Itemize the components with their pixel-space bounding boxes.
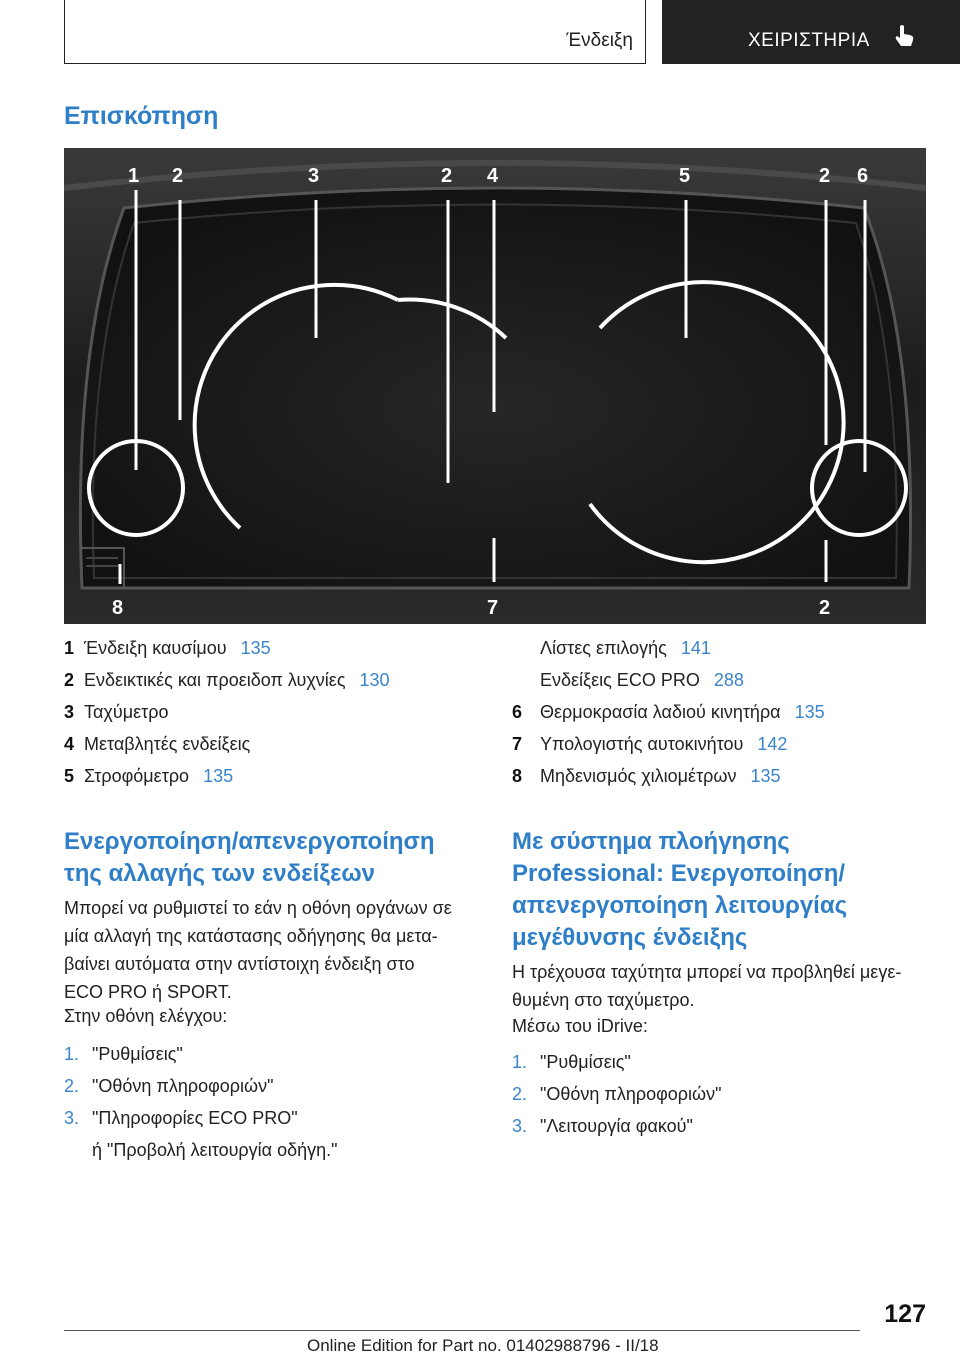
legend-item: 2 Ενδεικτικές και προειδοπ λυχνίες 130 — [64, 670, 390, 690]
legend-item — [512, 632, 932, 664]
header-section-tab — [64, 0, 646, 64]
instrument-cluster-figure — [64, 148, 926, 624]
section-heading-display-switch: Ενεργοποίηση/απενεργοποίηση της αλλαγής των ενδείξεων — [64, 828, 435, 887]
legend-item — [512, 664, 932, 696]
callout-5: 5 — [679, 165, 691, 187]
legend-item: 7 Υπολογιστής αυτοκινήτου 142 — [512, 734, 788, 754]
page-ref-link[interactable]: 135 — [794, 702, 825, 722]
footer-divider — [64, 1330, 860, 1331]
section-body: Μπορεί να ρυθμιστεί το εάν η οθόνη οργάνων σε μία αλλαγή της κατάστασης οδήγησης θα μετα- βαίνει αυτόματα στην αντίστοιχη ένδειξη στο ECO PRO ή SPORT. — [64, 898, 452, 1002]
legend-text: Μεταβλητές ενδείξεις — [84, 734, 251, 754]
legend-right — [512, 632, 932, 792]
page-ref-link[interactable]: 141 — [680, 638, 711, 658]
section-body: Η τρέχουσα ταχύτητα μπορεί να προβληθεί μεγε- θυμένη στο ταχύμετρο. — [512, 962, 902, 1010]
header-section-label: Ένδειξη — [566, 30, 633, 51]
callout-6: 6 — [857, 165, 869, 187]
page-ref-link[interactable]: 135 — [750, 766, 781, 786]
callout-1: 1 — [128, 165, 140, 187]
page-number: 127 — [884, 1300, 926, 1328]
callout-8: 8 — [112, 597, 124, 619]
legend-text: Ταχύμετρο — [84, 702, 169, 722]
page-ref-link[interactable]: 135 — [240, 638, 271, 658]
callout-2a: 2 — [172, 165, 184, 187]
legend-item: 4 Μεταβλητές ενδείξεις — [64, 734, 251, 754]
header-chapter-tab — [662, 0, 960, 64]
footer-edition: Online Edition for Part no. 01402988796 - II/18 — [307, 1336, 659, 1355]
callout-2c: 2 — [819, 165, 831, 187]
callout-2d: 2 — [819, 597, 831, 619]
section-intro: Μέσω του iDrive: — [512, 1016, 648, 1036]
legend-text: Λίστες επιλογής — [540, 638, 667, 658]
callout-7: 7 — [487, 597, 499, 619]
legend-item: 3 Ταχύμετρο — [64, 702, 169, 722]
legend-left — [64, 632, 484, 792]
legend-text: Υπολογιστής αυτοκινήτου — [540, 734, 744, 754]
legend-item: 6 Θερμοκρασία λαδιού κινητήρα 135 — [512, 702, 825, 722]
legend-text: Μηδενισμός χιλιομέτρων — [540, 766, 737, 786]
page-title: Επισκόπηση — [64, 102, 219, 130]
callout-2b: 2 — [441, 165, 453, 187]
header-chapter-label: ΧΕΙΡΙΣΤΗΡΙΑ — [748, 30, 870, 51]
callout-3: 3 — [308, 165, 320, 187]
legend-text: Θερμοκρασία λαδιού κινητήρα — [540, 702, 781, 722]
legend-text: Στροφόμετρο — [84, 766, 190, 786]
legend-text: Ενδεικτικές και προειδοπ λυχνίες — [84, 670, 346, 690]
page-ref-link[interactable]: 130 — [359, 670, 390, 690]
section-intro: Στην οθόνη ελέγχου: — [64, 1006, 228, 1026]
legend-item: 1 Ένδειξη καυσίμου 135 — [64, 638, 271, 658]
page-ref-link[interactable]: 288 — [713, 670, 744, 690]
hand-pointer-icon — [894, 24, 916, 48]
legend-text: Ενδείξεις ECO PRO — [540, 670, 700, 690]
page-ref-link[interactable]: 135 — [203, 766, 234, 786]
legend-text: Ένδειξη καυσίμου — [84, 638, 227, 658]
legend-item: 5 Στροφόμετρο 135 — [64, 766, 234, 786]
callout-4: 4 — [487, 165, 499, 187]
legend-item: 8 Μηδενισμός χιλιομέτρων 135 — [512, 766, 781, 786]
page-ref-link[interactable]: 142 — [757, 734, 788, 754]
section-heading-zoom-display: Με σύστημα πλοήγησης Professional: Ενεργοποίηση/ απενεργοποίηση λειτουργίας μεγέθυνσης ένδειξης — [512, 828, 848, 951]
